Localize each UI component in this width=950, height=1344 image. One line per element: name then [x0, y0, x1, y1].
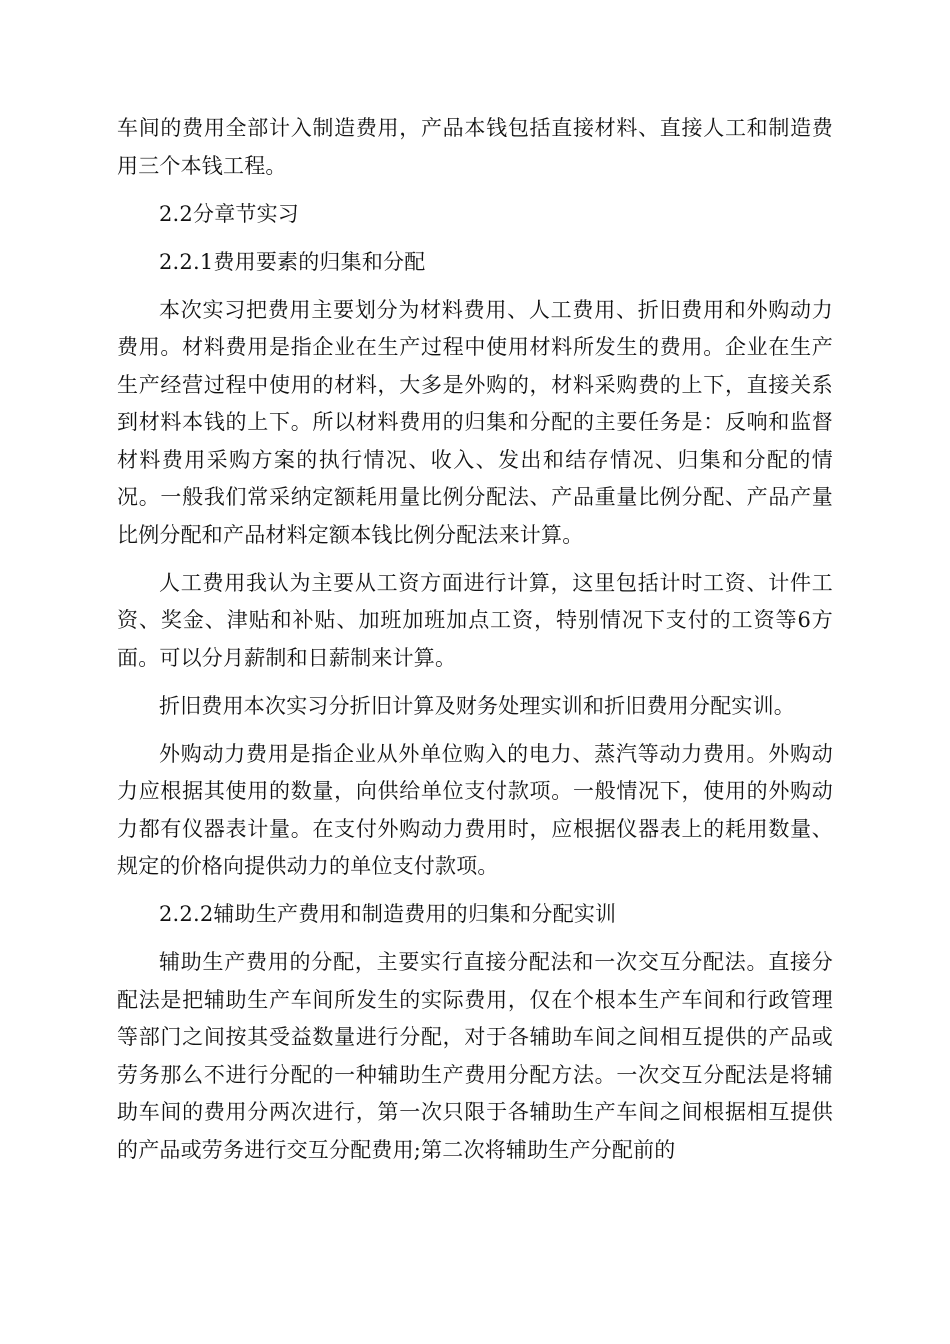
paragraph-purchased-power-cost: 外购动力费用是指企业从外单位购入的电力、蒸汽等动力费用。外购动力应根据其使用的数量，向供给单位支付款项。一般情况下，使用的外购动力都有仪器表计量。在支付外购动力费用时，应根据仪器表上的耗用数量、规定的价格向提供动力的单位支付款项。 — [117, 741, 833, 878]
paragraph-auxiliary-production-cost: 辅助生产费用的分配，主要实行直接分配法和一次交互分配法。直接分配法是把辅助生产车间所发生的实际费用，仅在个根本生产车间和行政管理等部门之间按其受益数量进行分配，对于各辅助车间之间相互提供的产品或劳务那么不进行分配的一种辅助生产费用分配方法。一次交互分配法是将辅助车间的费用分两次进行，第一次只限于各辅助生产车间之间根据相互提供的产品或劳务进行交互分配费用;第二次将辅助生产分配前的 — [117, 950, 833, 1162]
paragraph-labor-cost: 人工费用我认为主要从工资方面进行计算，这里包括计时工资、计件工资、奖金、津贴和补贴、加班加班加点工资，特别情况下支付的工资等6方面。可以分月薪制和日薪制来计算。 — [117, 570, 833, 670]
document-body — [117, 110, 833, 1180]
section-heading-2-2-1: 2.2.1费用要素的归集和分配 — [159, 249, 426, 274]
paragraph-cost-composition: 车间的费用全部计入制造费用，产品本钱包括直接材料、直接人工和制造费用三个本钱工程。 — [117, 116, 833, 178]
paragraph-depreciation-cost: 折旧费用本次实习分折旧计算及财务处理实训和折旧费用分配实训。 — [159, 693, 795, 718]
paragraph-material-cost: 本次实习把费用主要划分为材料费用、人工费用、折旧费用和外购动力费用。材料费用是指企业在生产过程中使用材料所发生的费用。企业在生产生产经营过程中使用的材料，大多是外购的，材料采购费的上下，直接关系到材料本钱的上下。所以材料费用的归集和分配的主要任务是：反响和监督材料费用采购方案的执行情况、收入、发出和结存情况、归集和分配的情况。一般我们常采纳定额耗用量比例分配法、产品重量比例分配、产品产量比例分配和产品材料定额本钱比例分配法来计算。 — [117, 297, 833, 547]
section-heading-2-2-2: 2.2.2辅助生产费用和制造费用的归集和分配实训 — [159, 902, 617, 926]
section-heading-2-2: 2.2分章节实习 — [159, 201, 299, 226]
